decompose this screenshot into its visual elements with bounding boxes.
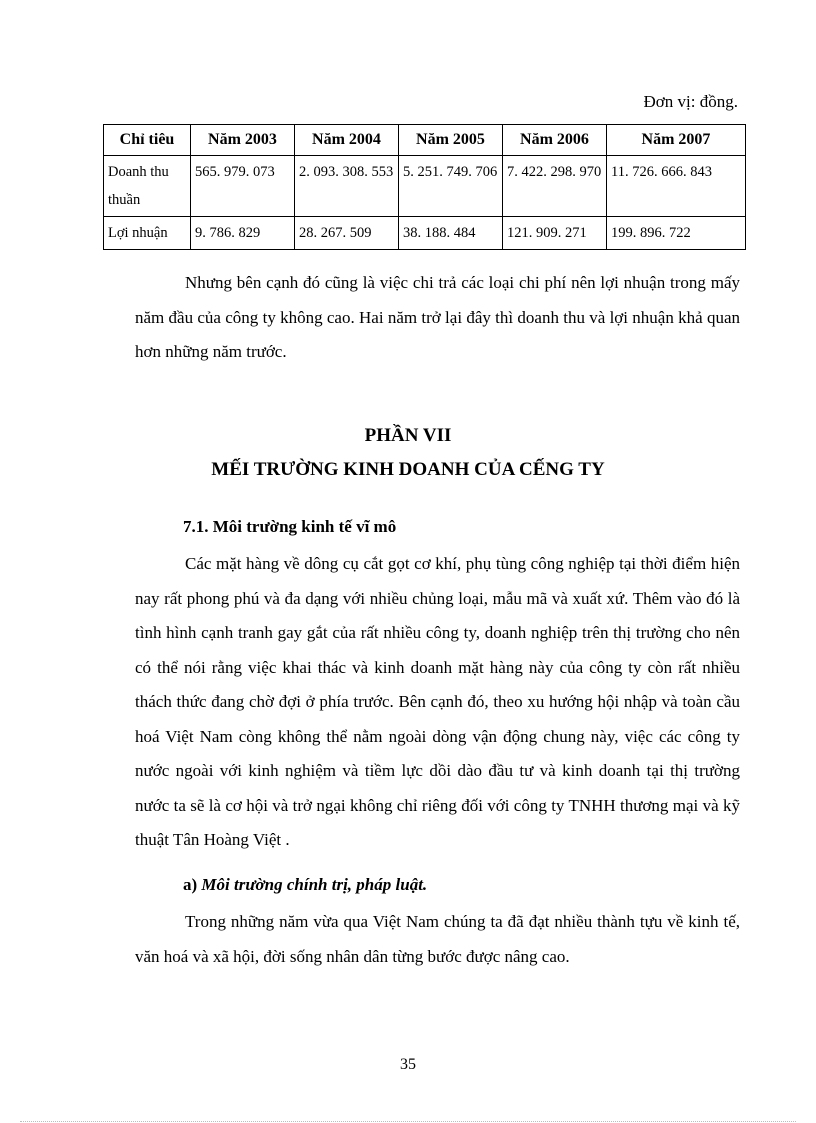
column-header: Năm 2007 xyxy=(607,125,746,156)
table-cell: 121. 909. 271 xyxy=(503,217,607,250)
paragraph: Các mặt hàng về dông cụ cắt gọt cơ khí, phụ tùng công nghiệp tại thời điểm hiện nay rất phong phú và đa dạng với nhiều chủng loại, mẫu mã và xuất xứ. Thêm vào đó là tình hình cạnh tranh gay gắt của rất nhiều công ty, doanh nghiệp trên thị trường cho nên có thể nói rằng việc khai thác và kinh doanh mặt hàng này của công ty còn rất nhiều thách thức đang chờ đợi ở phía trước. Bên cạnh đó, theo xu hướng hội nhập và toàn cầu hoá Việt Nam còng không thể nằm ngoài dòng vận động chung này, việc các công ty nước ngoài với kinh nghiệm và tiềm lực dồi dào đầu tư và kinh doanh tại thị trường nước ta sẽ là cơ hội và trở ngại không chỉ riêng đối với công ty TNHH thương mại và kỹ thuật Tân Hoàng Việt . xyxy=(135,554,740,849)
table-cell: 9. 786. 829 xyxy=(191,217,295,250)
table-cell: 7. 422. 298. 970 xyxy=(503,156,607,217)
column-header: Chỉ tiêu xyxy=(104,125,191,156)
table-cell: 28. 267. 509 xyxy=(295,217,399,250)
table-row xyxy=(104,156,746,217)
page-bottom-divider xyxy=(20,1121,796,1122)
column-header: Năm 2003 xyxy=(191,125,295,156)
paragraph: Nhưng bên cạnh đó cũng là việc chi trả các loại chi phí nên lợi nhuận trong mấy năm đầu của công ty không cao. Hai năm trở lại đây thì doanh thu và lợi nhuận khả quan hơn những năm trước. xyxy=(135,273,740,361)
subsection-marker: a) xyxy=(183,875,198,894)
table-cell: 38. 188. 484 xyxy=(399,217,503,250)
table-header-row xyxy=(104,125,746,156)
subsection-heading xyxy=(183,875,427,895)
part-title: MẾI TRƯỜNG KINH DOANH CỦA CẾNG TY xyxy=(211,459,605,480)
financial-table xyxy=(103,124,746,250)
table-cell: 5. 251. 749. 706 xyxy=(399,156,503,217)
table-cell: 11. 726. 666. 843 xyxy=(607,156,746,217)
row-label: Doanh thu thuần xyxy=(104,156,191,217)
row-label: Lợi nhuận xyxy=(104,217,191,250)
table-row xyxy=(104,217,746,250)
table-cell: 565. 979. 073 xyxy=(191,156,295,217)
unit-label: Đơn vị: đồng. xyxy=(643,92,738,111)
paragraph: Trong những năm vừa qua Việt Nam chúng ta đã đạt nhiều thành tựu về kinh tế, văn hoá và xã hội, đời sống nhân dân từng bước được nâng cao. xyxy=(135,912,740,966)
column-header: Năm 2004 xyxy=(295,125,399,156)
subsection-title: Môi trường chính trị, pháp luật. xyxy=(201,875,428,894)
column-header: Năm 2006 xyxy=(503,125,607,156)
table-cell: 199. 896. 722 xyxy=(607,217,746,250)
section-heading: 7.1. Môi trường kinh tế vĩ mô xyxy=(183,517,397,536)
table-cell: 2. 093. 308. 553 xyxy=(295,156,399,217)
part-heading: PHẦN VII xyxy=(364,425,452,446)
page-number: 35 xyxy=(400,1056,416,1073)
column-header: Năm 2005 xyxy=(399,125,503,156)
